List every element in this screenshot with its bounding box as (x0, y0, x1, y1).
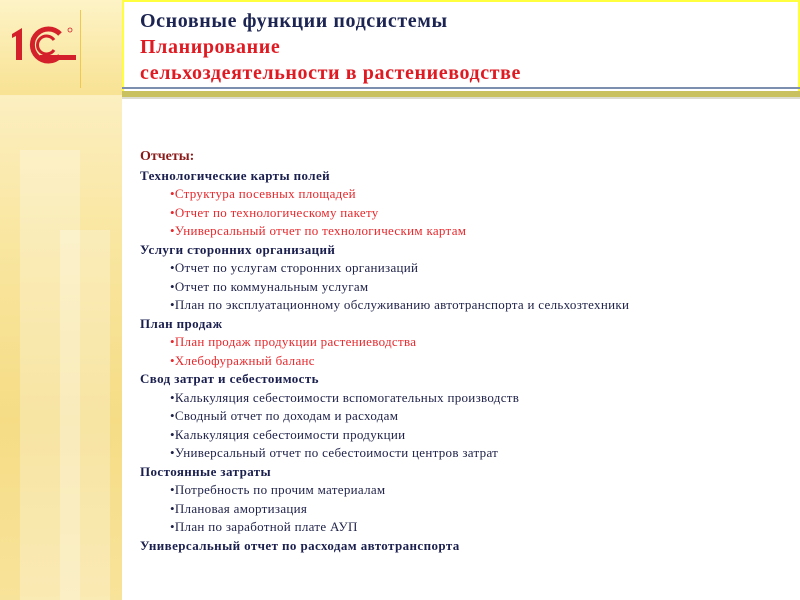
list-item-text: Универсальный отчет по технологическим картам (174, 223, 467, 238)
list-item-text: Калькуляция себестоимости вспомогательных производств (174, 389, 520, 405)
list-item (140, 500, 629, 519)
title-shadow (122, 97, 800, 99)
list-item (140, 222, 629, 241)
list-item (140, 407, 629, 426)
slide-title (140, 8, 521, 86)
section-heading: Услуги сторонних организаций (140, 241, 336, 257)
list-item-text: План по эксплуатационному обслуживанию автотранспорта и сельхозтехники (174, 297, 630, 312)
list-item-text: Структура посевных площадей (174, 186, 356, 201)
bullet-icon: • (170, 260, 175, 275)
reports-heading: Отчеты: (140, 149, 195, 164)
section-heading: Технологические карты полей (140, 167, 331, 183)
list-item-text: Сводный отчет по доходам и расходам (174, 408, 399, 423)
list-item (140, 352, 629, 371)
logo-divider (80, 10, 81, 88)
bullet-icon: • (170, 297, 175, 312)
bullet-icon: • (170, 500, 175, 516)
list-item (140, 333, 629, 352)
bullet-icon: • (170, 223, 175, 238)
list-item (140, 259, 629, 278)
list-item (140, 185, 629, 204)
list-item (140, 296, 629, 315)
list-item-text: Плановая амортизация (174, 500, 308, 516)
section-heading: Постоянные затраты (140, 463, 272, 479)
list-item-text: Универсальный отчет по себестоимости центров затрат (174, 445, 499, 460)
list-item-text: Отчет по коммунальным услугам (174, 278, 369, 294)
bullet-icon: • (170, 389, 175, 405)
section-heading: План продаж (140, 315, 223, 331)
reports-list (140, 148, 629, 555)
section-heading: Универсальный отчет по расходам автотранспорта (140, 537, 460, 553)
bullet-icon: • (170, 278, 175, 294)
bullet-icon: • (170, 519, 175, 534)
list-item-text: Отчет по технологическому пакету (174, 204, 379, 220)
list-item-text: Хлебофуражный баланс (174, 352, 315, 368)
list-item-text: Отчет по услугам сторонних организаций (174, 260, 419, 275)
list-item (140, 278, 629, 297)
title-underline (122, 87, 800, 89)
list-item-text: План по заработной плате АУП (174, 519, 358, 534)
section-heading: Свод затрат и себестоимость (140, 371, 319, 386)
list-item-text: План продаж продукции растениеводства (174, 334, 417, 349)
bullet-icon: • (170, 408, 175, 423)
list-item (140, 444, 629, 463)
list-item (140, 426, 629, 445)
list-item-text: Калькуляция себестоимости продукции (174, 426, 406, 442)
bullet-icon: • (170, 204, 175, 220)
list-item (140, 518, 629, 537)
bullet-icon: • (170, 426, 175, 442)
list-item (140, 481, 629, 500)
bullet-icon: • (170, 186, 175, 201)
bullet-icon: • (170, 334, 175, 349)
bullet-icon: • (170, 352, 175, 368)
list-item (140, 204, 629, 223)
list-item-text: Потребность по прочим материалам (174, 482, 386, 497)
bullet-icon: • (170, 445, 175, 460)
title-line-2: Планирование (140, 36, 281, 58)
bullet-icon: • (170, 482, 175, 497)
title-line-3: сельхоздеятельности в растениеводстве (140, 62, 521, 84)
1c-logo (10, 24, 78, 64)
title-line-1: Основные функции подсистемы (140, 10, 448, 32)
list-item (140, 389, 629, 408)
